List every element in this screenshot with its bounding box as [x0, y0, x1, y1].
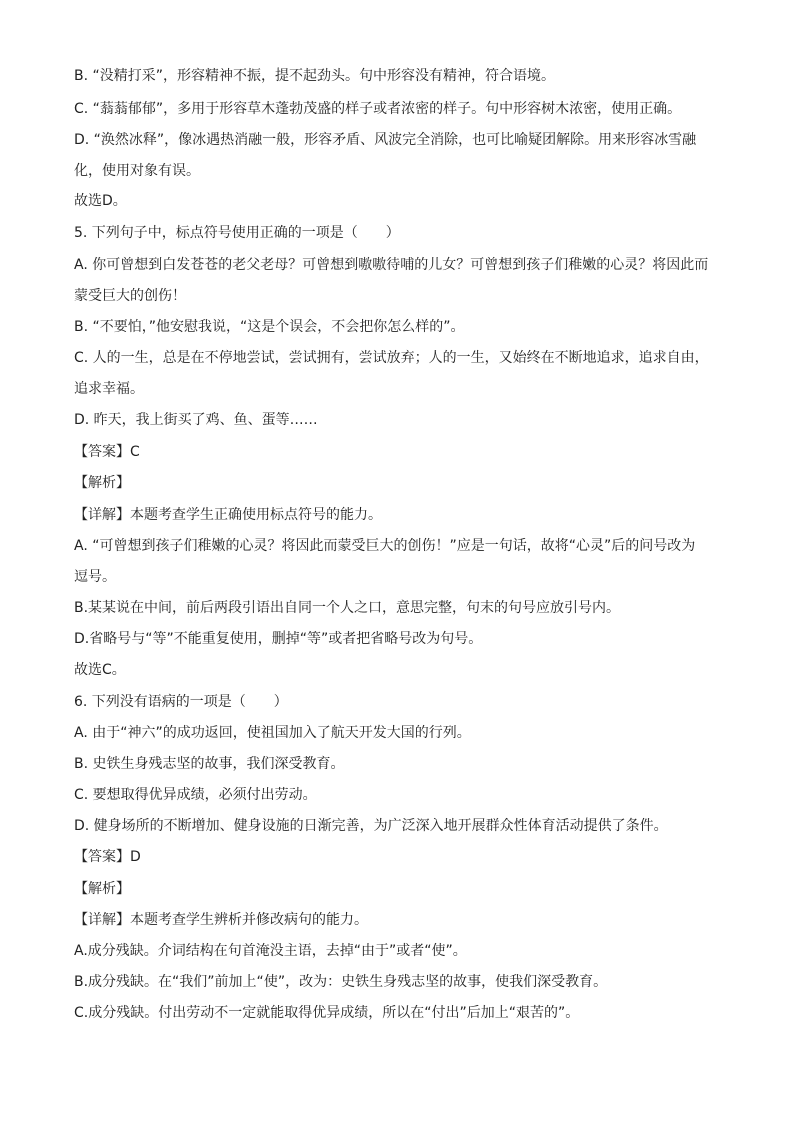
question-5-option-a: A. 你可曾想到白发苍苍的老父老母？可曾想到嗷嗷待哺的儿女？可曾想到孩子们稚嫩的心灵？将因此而	[74, 257, 709, 273]
text-line-d-option-explanation: D. “涣然冰释”，像冰遇热消融一般，形容矛盾、风波完全消除，也可比喻疑团解除。用来形容冰雪融	[74, 132, 697, 148]
question-6-option-b: B. 史铁生身残志坚的故事，我们深受教育。	[74, 756, 345, 772]
text-line-d-option-continued: 化，使用对象有误。	[74, 163, 200, 179]
question-6-stem: 6. 下列没有语病的一项是（ ）	[74, 694, 288, 710]
question-6-answer: 【答案】D	[74, 849, 141, 865]
question-5-detail-b: B.某某说在中间，前后两段引语出自同一个人之口，意思完整，句末的句号应放引号内。	[74, 600, 621, 616]
text-line-b-option-explanation: B. “没精打采”，形容精神不振，提不起劲头。句中形容没有精神，符合语境。	[74, 68, 556, 84]
question-6-detail-c: C.成分残缺。付出劳动不一定就能取得优异成绩，所以在“付出”后加上“艰苦的”。	[74, 1005, 580, 1021]
question-5-stem: 5. 下列句子中，标点符号使用正确的一项是（ ）	[74, 225, 400, 241]
question-5-detail-a-continued: 逗号。	[74, 569, 116, 585]
question-6-detail-a: A.成分残缺。介词结构在句首淹没主语，去掉“由于”或者“使”。	[74, 943, 467, 959]
question-5-detail-a: A. “可曾想到孩子们稚嫩的心灵？将因此而蒙受巨大的创伤！”应是一句话，故将“心灵”后的问号改为	[74, 538, 696, 554]
text-line-answer-choice: 故选D。	[74, 193, 127, 209]
question-5-answer: 【答案】C	[74, 444, 140, 460]
question-5-analysis-heading: 【解析】	[74, 475, 130, 491]
question-5-choice: 故选C。	[74, 662, 126, 678]
question-6-option-a: A. 由于“神六”的成功返回，使祖国加入了航天开发大国的行列。	[74, 725, 471, 741]
text-line-c-option-explanation: C. “蓊蓊郁郁”，多用于形容草木蓬勃茂盛的样子或者浓密的样子。句中形容树木浓密，使用正确。	[74, 101, 682, 117]
question-6-option-d: D. 健身场所的不断增加、健身设施的日渐完善，为广泛深入地开展群众性体育活动提供了条件。	[74, 818, 668, 834]
question-5-detail: 【详解】本题考查学生正确使用标点符号的能力。	[74, 507, 382, 523]
question-6-analysis-heading: 【解析】	[74, 881, 130, 897]
question-6-detail-b: B.成分残缺。在“我们”前加上“使”，改为：史铁生身残志坚的故事，使我们深受教育。	[74, 974, 608, 990]
question-5-option-a-continued: 蒙受巨大的创伤！	[74, 288, 186, 304]
question-5-detail-d: D.省略号与“等”不能重复使用，删掉“等”或者把省略号改为句号。	[74, 631, 483, 647]
question-5-option-d: D. 昨天，我上街买了鸡、鱼、蛋等……	[74, 412, 318, 428]
question-5-option-c-continued: 追求幸福。	[74, 381, 144, 397]
question-6-detail: 【详解】本题考查学生辨析并修改病句的能力。	[74, 912, 368, 928]
question-5-option-b: B. “不要怕，”他安慰我说，“这是个误会，不会把你怎么样的”。	[74, 319, 465, 335]
question-5-option-c: C. 人的一生，总是在不停地尝试，尝试拥有，尝试放弃；人的一生，又始终在不断地追求，追求自由，	[74, 350, 709, 366]
question-6-option-c: C. 要想取得优异成绩，必须付出劳动。	[74, 787, 317, 803]
